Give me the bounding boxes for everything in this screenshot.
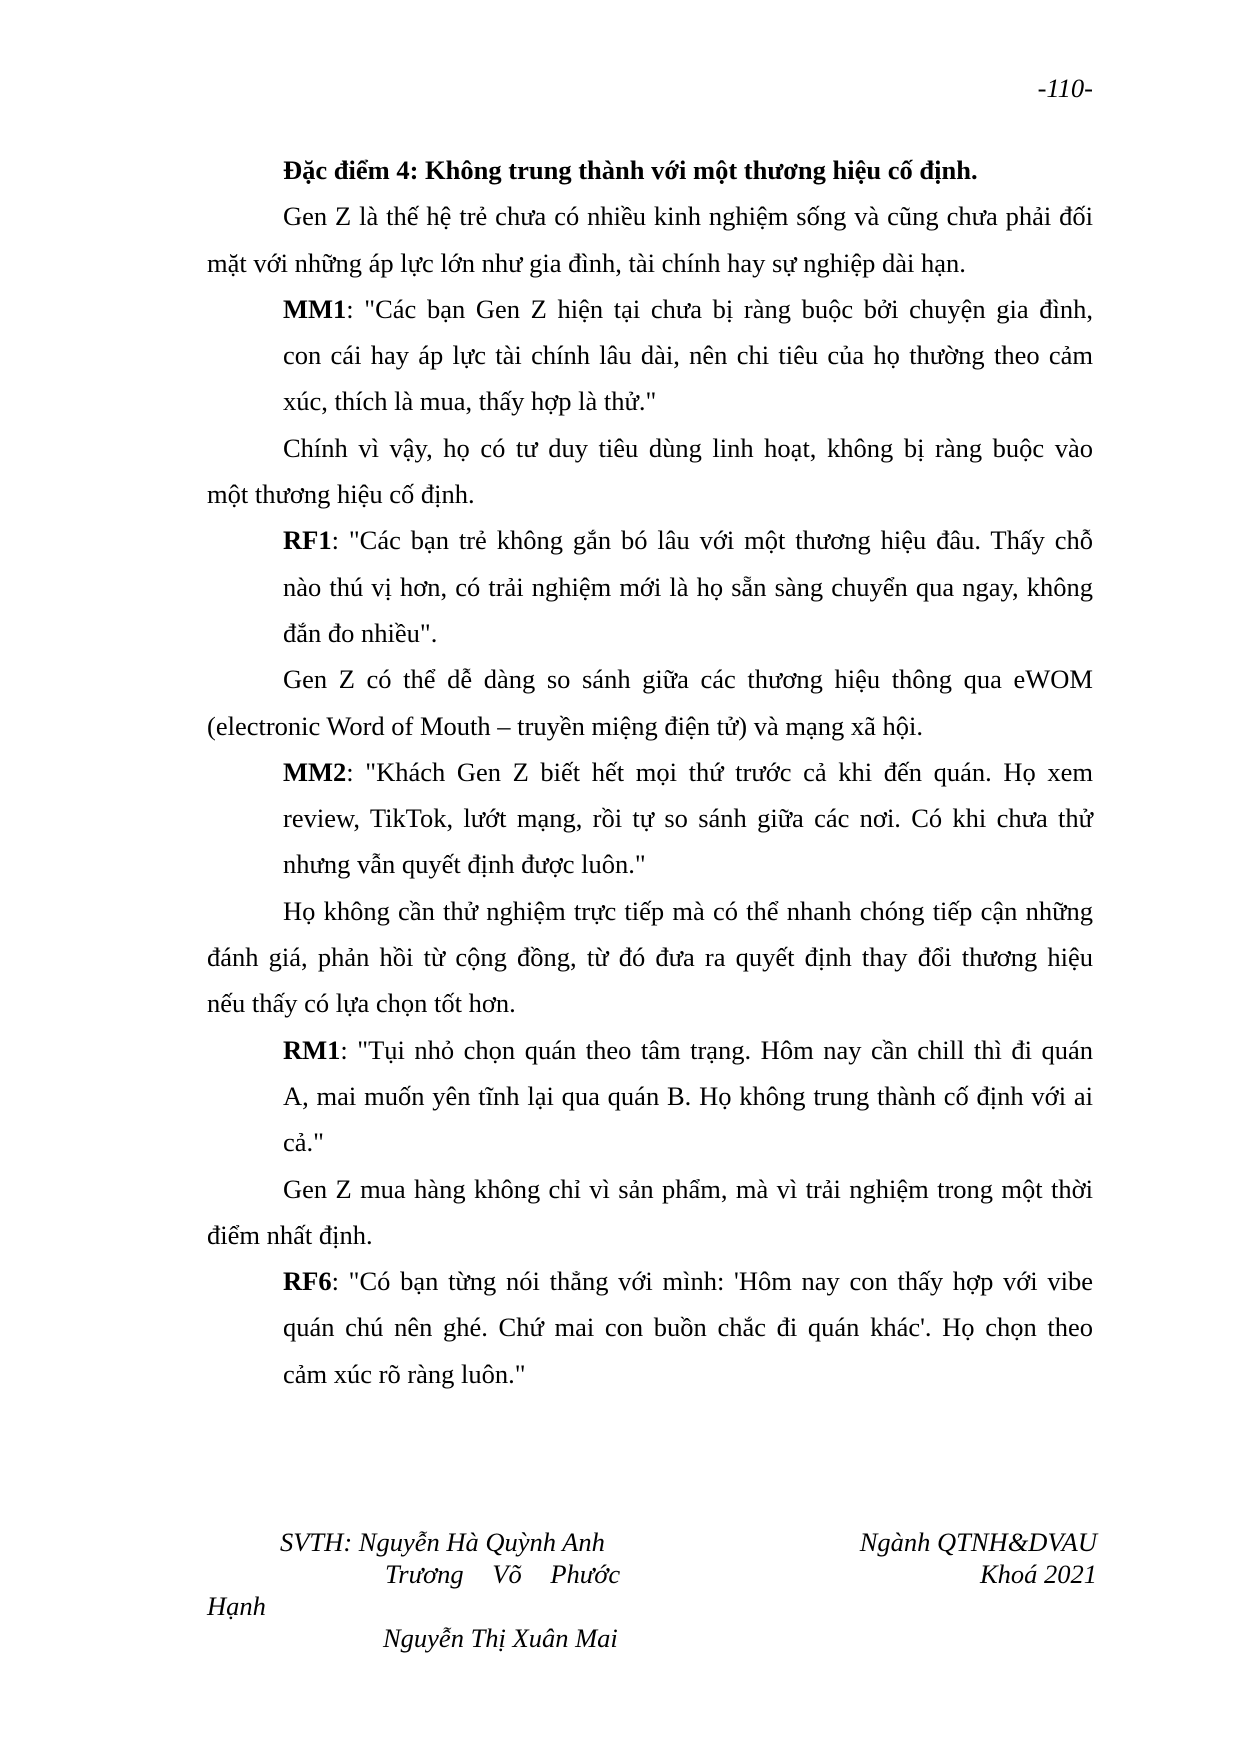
footer-author-3: Nguyễn Thị Xuân Mai bbox=[383, 1623, 618, 1653]
footer-author-2-wrap: Hạnh bbox=[207, 1591, 266, 1621]
quote-speaker-label: MM2 bbox=[283, 756, 347, 787]
section-heading: Đặc điểm 4: Không trung thành với một thương hiệu cố định. bbox=[283, 155, 978, 185]
text-line: cảm xúc rõ ràng luôn." bbox=[283, 1358, 526, 1389]
footer-cohort: Khoá 2021 bbox=[979, 1559, 1097, 1589]
text-line: MM1: "Các bạn Gen Z hiện tại chưa bị ràng buộc bởi chuyện gia đình, bbox=[283, 293, 1093, 324]
text-line: MM2: "Khách Gen Z biết hết mọi thứ trước cả khi đến quán. Họ xem bbox=[283, 756, 1093, 787]
quote-speaker-label: RF1 bbox=[283, 525, 332, 556]
text-line: Gen Z mua hàng không chỉ vì sản phẩm, mà vì trải nghiệm trong một thời bbox=[283, 1173, 1093, 1204]
paragraph-block bbox=[207, 193, 1093, 286]
text-line: con cái hay áp lực tài chính lâu dài, nên chi tiêu của họ thường theo cảm bbox=[283, 340, 1093, 371]
page-number: -110- bbox=[1037, 73, 1093, 103]
text-line: nhưng vẫn quyết định được luôn." bbox=[283, 849, 646, 880]
text-line: đắn đo nhiều". bbox=[283, 617, 438, 648]
text-line: nào thú vị hơn, có trải nghiệm mới là họ sẵn sàng chuyển qua ngay, không bbox=[283, 571, 1093, 602]
text-line: quán chú nên ghé. Chứ mai con buồn chắc đi quán khác'. Họ chọn theo bbox=[283, 1312, 1093, 1343]
text-line: xúc, thích là mua, thấy hợp là thử." bbox=[283, 386, 657, 417]
quote-block bbox=[207, 517, 1093, 656]
text-line: mặt với những áp lực lớn như gia đình, tài chính hay sự nghiệp dài hạn. bbox=[207, 247, 966, 278]
footer-major: Ngành QTNH&DVAU bbox=[859, 1527, 1097, 1557]
text-line: review, TikTok, lướt mạng, rồi tự so sánh giữa các nơi. Có khi chưa thử bbox=[283, 803, 1093, 834]
footer-author-2: Trương Võ Phước bbox=[385, 1559, 621, 1589]
text-line: RF6: "Có bạn từng nói thẳng với mình: 'Hôm nay con thấy hợp với vibe bbox=[283, 1266, 1093, 1297]
text-line: đánh giá, phản hồi từ cộng đồng, từ đó đưa ra quyết định thay đổi thương hiệu bbox=[207, 942, 1093, 973]
quote-block bbox=[207, 286, 1093, 425]
text-line: Gen Z là thế hệ trẻ chưa có nhiều kinh nghiệm sống và cũng chưa phải đối bbox=[283, 201, 1093, 232]
text-line: Họ không cần thử nghiệm trực tiếp mà có thể nhanh chóng tiếp cận những bbox=[283, 895, 1093, 926]
text-line: RF1: "Các bạn trẻ không gắn bó lâu với một thương hiệu đâu. Thấy chỗ bbox=[283, 525, 1093, 556]
text-line: nếu thấy có lựa chọn tốt hơn. bbox=[207, 988, 516, 1019]
quote-block bbox=[207, 1258, 1093, 1397]
footer-author-svth: SVTH: Nguyễn Hà Quỳnh Anh bbox=[280, 1527, 605, 1557]
text-line: Chính vì vậy, họ có tư duy tiêu dùng linh hoạt, không bị ràng buộc vào bbox=[283, 432, 1093, 463]
text-line: điểm nhất định. bbox=[207, 1219, 373, 1250]
quote-speaker-label: RM1 bbox=[283, 1034, 341, 1065]
text-line: (electronic Word of Mouth – truyền miệng điện tử) và mạng xã hội. bbox=[207, 710, 924, 741]
paragraph-block bbox=[207, 425, 1093, 518]
paragraph-block bbox=[207, 888, 1093, 1027]
quote-block bbox=[207, 749, 1093, 888]
quote-block bbox=[207, 1027, 1093, 1166]
paragraph-block bbox=[207, 656, 1093, 749]
text-line: A, mai muốn yên tĩnh lại qua quán B. Họ không trung thành cố định với ai bbox=[283, 1080, 1093, 1111]
text-line: Gen Z có thể dễ dàng so sánh giữa các thương hiệu thông qua eWOM bbox=[283, 664, 1093, 695]
quote-speaker-label: MM1 bbox=[283, 293, 347, 324]
paragraph-block bbox=[207, 1166, 1093, 1259]
text-line: một thương hiệu cố định. bbox=[207, 479, 475, 510]
text-line: RM1: "Tụi nhỏ chọn quán theo tâm trạng. Hôm nay cần chill thì đi quán bbox=[283, 1034, 1093, 1065]
text-line: cả." bbox=[283, 1127, 324, 1158]
quote-speaker-label: RF6 bbox=[283, 1266, 332, 1297]
document-body bbox=[207, 147, 1093, 1397]
